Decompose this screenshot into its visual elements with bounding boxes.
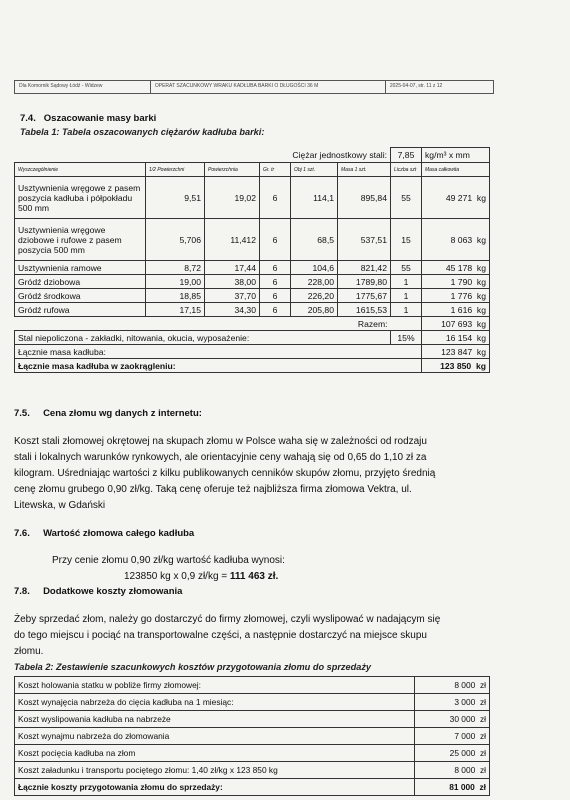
cell — [422, 261, 490, 275]
rounded-cell — [422, 359, 490, 373]
cell: 895,84 — [338, 177, 391, 219]
section-title: Wartość złomowa całego kadłuba — [43, 528, 195, 539]
unit: zł — [479, 680, 486, 690]
value: 123 850 — [440, 360, 472, 371]
table-row — [15, 694, 490, 711]
mass-table — [14, 147, 490, 373]
cell: 19,00 — [146, 275, 205, 289]
rounded-total-row — [15, 359, 490, 373]
total-label: Łącznie masa kadłuba: — [15, 345, 422, 359]
unit: zł — [479, 748, 486, 758]
scrap-price-line: Przy cenie złomu 0,90 zł/kg wartość kadłuba wynosi: — [52, 555, 285, 566]
row-label: Gródź dziobowa — [15, 275, 146, 289]
col-header: 1/2 Powierzchni — [146, 163, 205, 177]
cell — [422, 219, 490, 261]
section-7-5-text — [14, 434, 494, 514]
cell: 6 — [260, 177, 291, 219]
col-header: Obj 1 szt. — [291, 163, 338, 177]
extra-label: Stal niepoliczona - zakładki, nitowania, okucia, wyposażenie: — [15, 331, 391, 345]
table1-caption: Tabela 1: Tabela oszacowanych ciężarów kadłuba barki: — [20, 127, 265, 137]
cell: 5,706 — [146, 219, 205, 261]
unit: zł — [479, 765, 486, 775]
cell: 1615,53 — [338, 303, 391, 317]
extra-row — [15, 331, 490, 345]
cell: 1 — [391, 289, 422, 303]
section-7-4-heading — [20, 113, 156, 124]
cell: 6 — [260, 219, 291, 261]
value: 45 178 — [445, 262, 473, 273]
cell: 55 — [391, 261, 422, 275]
cell: 17,44 — [205, 261, 260, 275]
unit: kg — [476, 346, 486, 357]
table-row — [15, 677, 490, 694]
unit: zł — [479, 697, 486, 707]
text-line: do tego miejscu i pociąć na transportowalne części, a następnie dostarczyć na miejsce skupu — [14, 630, 427, 641]
cell: 537,51 — [338, 219, 391, 261]
section-number: 7.4. — [20, 113, 36, 124]
extra-cell — [422, 331, 490, 345]
cell: 19,02 — [205, 177, 260, 219]
table-row — [15, 711, 490, 728]
value: 16 154 — [445, 332, 473, 343]
table-row — [15, 745, 490, 762]
cost-label: Koszt załadunku i transportu pociętego złomu: 1,40 zł/kg x 123 850 kg — [15, 762, 415, 779]
unit-weight-value: 7,85 — [391, 148, 422, 163]
section-7-8-heading — [14, 586, 182, 597]
col-header: Powierzchnia — [205, 163, 260, 177]
unit: kg — [476, 192, 486, 203]
unit: kg — [476, 318, 486, 329]
value: 1 776 — [450, 290, 473, 301]
value: 107 693 — [441, 318, 473, 329]
row-label: Usztywnienia wręgowe dziobowe i rufowe z pasem poszycia 500 mm — [15, 219, 146, 261]
cell: 6 — [260, 303, 291, 317]
value: 49 271 — [445, 192, 473, 203]
text-line: Żeby sprzedać złom, należy go dostarczyć do firmy złomowej, czyli wyslipować w nadającym się — [14, 614, 441, 625]
col-header: Wyszczególnienie — [15, 163, 146, 177]
cost-label: Koszt pocięcia kadłuba na złom — [15, 745, 415, 762]
section-number: 7.5. — [14, 408, 30, 419]
costs-total-row — [15, 779, 490, 796]
sum-label: Razem: — [357, 318, 388, 329]
table-row — [15, 177, 490, 219]
col-header: Masa 1 szt. — [338, 163, 391, 177]
cell: 1 — [391, 275, 422, 289]
table-row — [15, 275, 490, 289]
calculation: 123850 kg x 0,9 zł/kg = — [124, 571, 230, 582]
value: 8 000 — [454, 765, 476, 775]
value: 25 000 — [449, 748, 476, 758]
cost-cell — [415, 694, 490, 711]
extra-percent: 15% — [391, 331, 422, 345]
value: 8 000 — [454, 680, 476, 690]
section-title: Dodatkowe koszty złomowania — [43, 586, 183, 597]
value: 81 000 — [449, 782, 475, 792]
cell: 1775,67 — [338, 289, 391, 303]
section-title: Oszacowanie masy barki — [43, 113, 157, 124]
value: 8 063 — [450, 234, 473, 245]
cell — [422, 303, 490, 317]
costs-total-cell — [415, 779, 490, 796]
cost-cell — [415, 728, 490, 745]
cell: 228,00 — [291, 275, 338, 289]
cell: 226,20 — [291, 289, 338, 303]
table-row — [15, 762, 490, 779]
cost-cell — [415, 762, 490, 779]
unit: zł — [479, 731, 486, 741]
table-row — [15, 289, 490, 303]
row-label: Usztywnienia wręgowe z pasem poszycia kadłuba i półpokładu 500 mm — [15, 177, 146, 219]
cell: 114,1 — [291, 177, 338, 219]
value: 123 847 — [441, 346, 473, 357]
section-7-5-heading — [14, 408, 202, 419]
unit: kg — [476, 304, 486, 315]
cell: 6 — [260, 289, 291, 303]
value: 30 000 — [449, 714, 476, 724]
cell: 1789,80 — [338, 275, 391, 289]
text-line: cenę złomu grubego 0,90 zł/kg. Taką cenę oferuje też najbliższa firma złomowa Vektra, ul. — [14, 484, 412, 495]
costs-table — [14, 676, 490, 796]
rounded-label: Łącznie masa kadłuba w zaokrągleniu: — [15, 359, 422, 373]
costs-total-label: Łącznie koszty przygotowania złomu do sprzedaży: — [15, 779, 415, 796]
calculation-result: 111 463 zł. — [229, 571, 279, 582]
cell: 15 — [391, 219, 422, 261]
total-row — [15, 345, 490, 359]
value: 1 790 — [450, 276, 473, 287]
table-row — [15, 728, 490, 745]
page-header — [14, 80, 494, 94]
table2-caption: Tabela 2: Zestawienie szacunkowych kosztów przygotowania złomu do sprzedaży — [14, 662, 372, 672]
unit-weight-unit: kg/m³ x mm — [422, 148, 490, 163]
unit: kg — [476, 234, 486, 245]
scrap-value-calc — [124, 569, 278, 585]
unit: kg — [476, 262, 486, 273]
unit: zł — [479, 782, 486, 792]
cell: 6 — [260, 275, 291, 289]
cell: 38,00 — [205, 275, 260, 289]
table1-header-row — [15, 163, 490, 177]
cell: 68,5 — [291, 219, 338, 261]
col-header: Gr. tr — [260, 163, 291, 177]
cell: 17,15 — [146, 303, 205, 317]
table-row — [15, 261, 490, 275]
section-number: 7.6. — [14, 528, 30, 539]
text-line: stali i lokalnych warunków rynkowych, ale orientacyjnie ceny wahają się od 0,65 do 1,10 zł za — [14, 452, 427, 463]
table-row — [15, 219, 490, 261]
unit: kg — [476, 276, 486, 287]
unit-weight-label: Ciężar jednostkowy stali: — [292, 149, 387, 160]
cell: 34,30 — [205, 303, 260, 317]
value: 7 000 — [454, 731, 476, 741]
cell: 104,6 — [291, 261, 338, 275]
cost-cell — [415, 745, 490, 762]
text-line: Litewska, w Gdański — [14, 500, 106, 511]
section-7-6-heading — [14, 528, 194, 539]
unit: kg — [476, 332, 486, 343]
cell — [422, 289, 490, 303]
text-line: Koszt stali złomowej okrętowej na skupach złomu w Polsce waha się w zależności od rodzaju — [14, 436, 427, 447]
header-date-page: 2025-04-07, str. 11 z 12 — [389, 83, 443, 89]
cell: 205,80 — [291, 303, 338, 317]
total-cell — [422, 345, 490, 359]
cell: 37,70 — [205, 289, 260, 303]
value: 1 616 — [450, 304, 473, 315]
cost-cell — [415, 677, 490, 694]
cell — [422, 177, 490, 219]
text-line: złomu. — [14, 646, 44, 657]
cell: 11,412 — [205, 219, 260, 261]
row-label: Gródź rufowa — [15, 303, 146, 317]
cell — [422, 275, 490, 289]
unit: kg — [476, 290, 486, 301]
sum-row — [15, 317, 490, 331]
cost-label: Koszt wyslipowania kadłuba na nabrzeże — [15, 711, 415, 728]
unit: kg — [475, 360, 486, 371]
cell: 1 — [391, 303, 422, 317]
col-header: Masa całkowita — [422, 163, 490, 177]
section-number: 7.8. — [14, 586, 30, 597]
text-line: kilogram. Uśredniając wartości z kilku publikowanych cenników skupów złomu, przyjęto średnią — [14, 468, 436, 479]
table-row — [15, 303, 490, 317]
cell: 6 — [260, 261, 291, 275]
section-title: Cena złomu wg danych z internetu: — [43, 408, 202, 419]
cost-label: Koszt holowania statku w pobliże firmy złomowej: — [15, 677, 415, 694]
sum-cell — [422, 317, 490, 331]
cell: 9,51 — [146, 177, 205, 219]
cost-label: Koszt wynajmu nabrzeża do złomowania — [15, 728, 415, 745]
col-header: Liczba szt — [391, 163, 422, 177]
cell: 8,72 — [146, 261, 205, 275]
row-label: Gródź środkowa — [15, 289, 146, 303]
header-company: Dla Komornik Sądowy Łódź - Widzew — [15, 81, 151, 93]
section-7-8-text — [14, 612, 494, 660]
cell: 55 — [391, 177, 422, 219]
header-title: OPERAT SZACUNKOWY WRAKU KADŁUBA BARKI O DŁUGOŚCI 36 M — [151, 81, 386, 93]
cell: 821,42 — [338, 261, 391, 275]
cost-cell — [415, 711, 490, 728]
cell: 18,85 — [146, 289, 205, 303]
unit: zł — [479, 714, 486, 724]
value: 3 000 — [454, 697, 476, 707]
cost-label: Koszt wynajęcia nabrzeża do cięcia kadłuba na 1 miesiąc: — [15, 694, 415, 711]
row-label: Usztywnienia ramowe — [15, 261, 146, 275]
